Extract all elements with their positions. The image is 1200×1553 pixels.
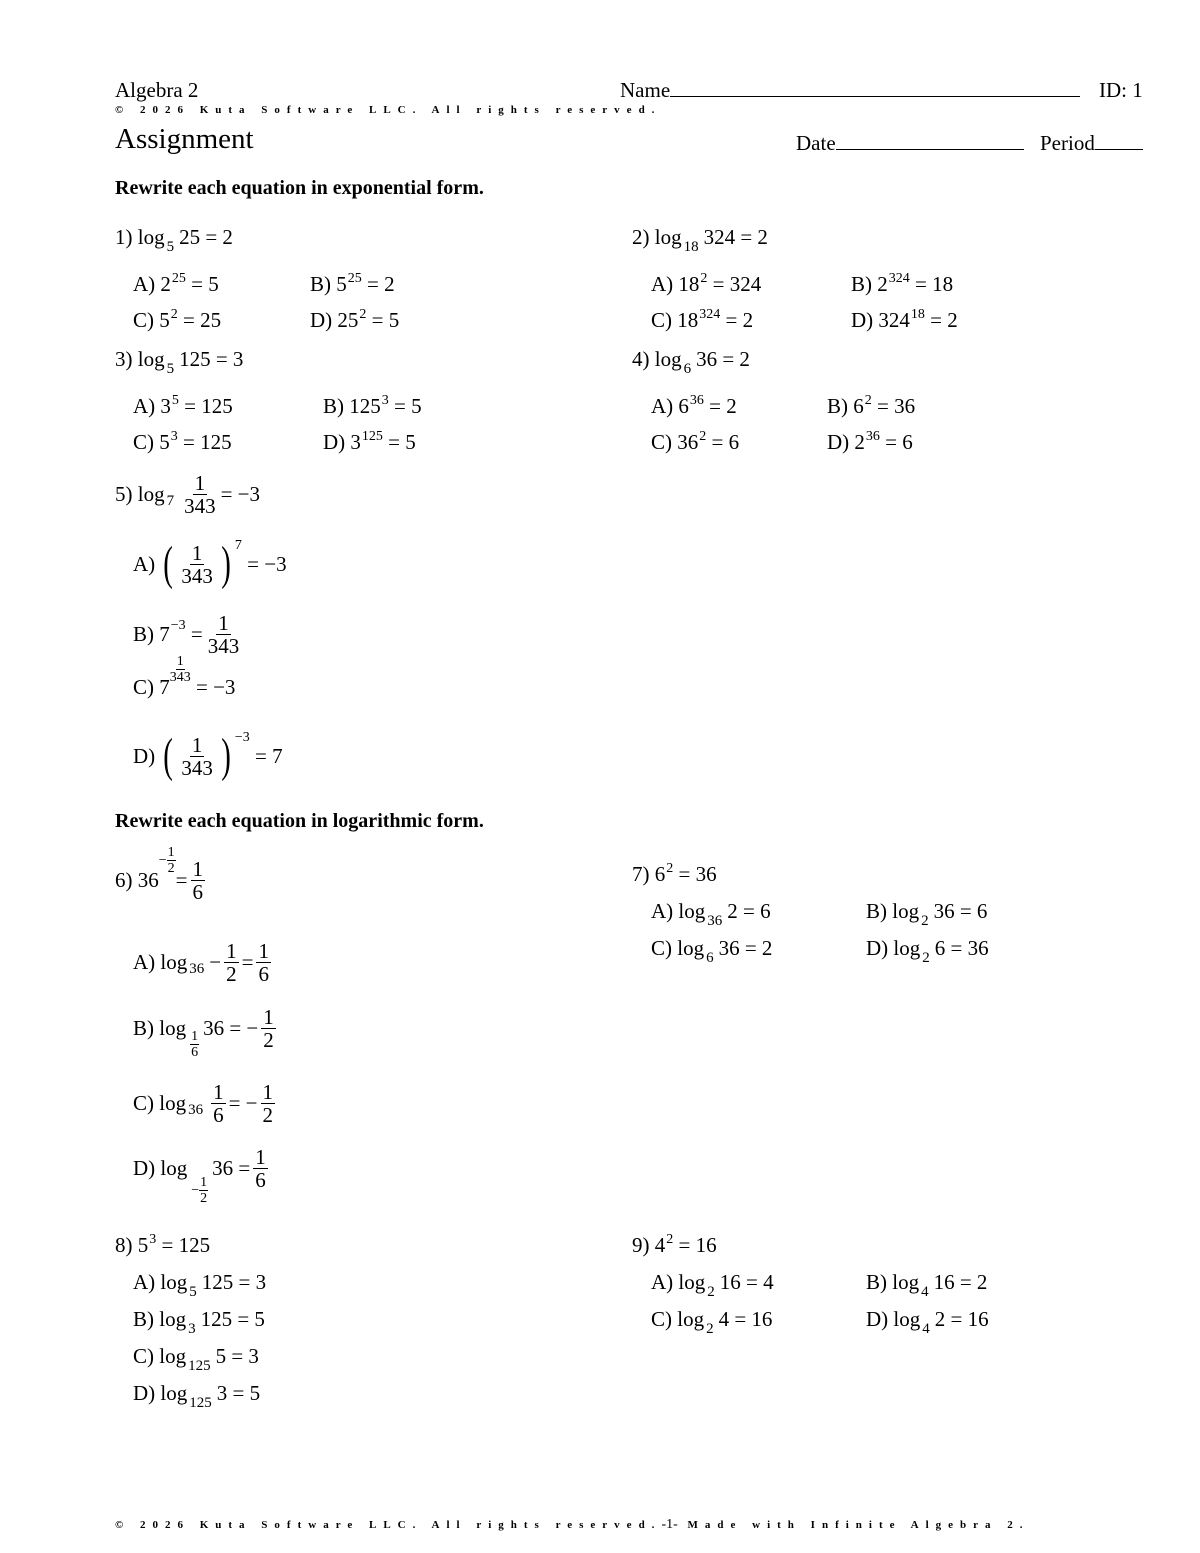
footer-made-with: Made with Infinite Algebra 2. xyxy=(687,1519,1030,1531)
question-5 xyxy=(115,472,260,517)
choice-label: D) xyxy=(310,308,333,332)
log-text: log xyxy=(654,225,682,249)
log-text: log xyxy=(137,482,165,506)
choice-label: C) xyxy=(651,1307,672,1331)
choice-label: C) xyxy=(133,308,154,332)
date-line xyxy=(836,131,1024,150)
log-arg: 25 xyxy=(179,225,201,249)
choice-label: D) xyxy=(133,743,156,768)
answer-5b[interactable]: B) 7 −3 = $\frac{1}{343}$ xyxy=(133,611,240,658)
question-6: 6) 36 − $\frac{1}{2}$ = $\frac{1}{6}$ xyxy=(115,845,203,904)
choice-label: C) xyxy=(133,430,154,454)
question-number: 7) xyxy=(632,862,650,886)
equation-rhs: = −3 xyxy=(220,482,261,506)
question-number: 9) xyxy=(632,1233,650,1257)
choice-label: B) xyxy=(133,1307,154,1331)
answer-5a[interactable]: A) ( $\frac{1}{343}$ ) 7 = −3 xyxy=(133,537,287,590)
choice-label: C) xyxy=(651,430,672,454)
header-copyright: © 2026 Kuta Software LLC. All rights reserved. xyxy=(115,104,662,116)
choice-label: D) xyxy=(133,1156,156,1180)
choice-label: C) xyxy=(651,308,672,332)
question-number: 3) xyxy=(115,347,133,371)
answer-3b[interactable]: B) $125^3 = 5$ xyxy=(323,393,422,418)
log-base: 6 xyxy=(683,361,692,377)
choice-label: A) xyxy=(651,899,674,923)
answer-9b[interactable]: B) log $_4$ 16 = 2 xyxy=(866,1270,988,1300)
choice-label: B) xyxy=(323,394,344,418)
choice-label: D) xyxy=(827,430,850,454)
log-arg: 36 xyxy=(696,347,718,371)
date-label: Date xyxy=(796,131,836,155)
period-line xyxy=(1095,131,1143,150)
course-label: Algebra 2 xyxy=(115,78,199,102)
choice-label: B) xyxy=(866,899,887,923)
answer-7c[interactable]: C) log $_6$ 36 = 2 xyxy=(651,936,773,966)
answer-1a[interactable]: A) $2^{25} = 5$ xyxy=(133,271,219,296)
answer-3c[interactable]: C) $5^3 = 125$ xyxy=(133,429,232,454)
choice-label: D) xyxy=(133,1381,156,1405)
question-number: 8) xyxy=(115,1233,133,1257)
choice-label: A) xyxy=(133,272,156,296)
choice-label: A) xyxy=(651,272,674,296)
id-label: ID: 1 xyxy=(1099,78,1143,102)
date-field[interactable] xyxy=(796,131,1024,156)
choice-label: A) xyxy=(651,394,674,418)
answer-9c[interactable]: C) log $_2$ 4 = 16 xyxy=(651,1307,773,1337)
answer-9a[interactable]: A) log $_2$ 16 = 4 xyxy=(651,1270,774,1300)
choice-label: D) xyxy=(323,430,346,454)
answer-8c[interactable]: C) log $_{125}$ 5 = 3 xyxy=(133,1344,259,1374)
choice-label: A) xyxy=(133,551,156,576)
answer-6c[interactable]: C) log 36 $\frac{1}{6}$ = − $\frac{1}{2}$ xyxy=(133,1080,274,1127)
answer-5d[interactable]: D) ( $\frac{1}{343}$ ) −3 = 7 xyxy=(133,729,283,782)
question-number: 6) xyxy=(115,868,133,892)
question-number: 1) xyxy=(115,225,133,249)
answer-6d[interactable]: D) log − $\frac{1}{2}$ 36 = $\frac{1}{6}$ xyxy=(133,1145,266,1206)
equation-rhs: = 3 xyxy=(215,347,244,371)
question-number: 4) xyxy=(632,347,650,371)
footer-copyright: © 2026 Kuta Software LLC. All rights reserved.-1- Made with Infinite Algebra 2. xyxy=(115,1517,1030,1532)
log-base: 18 xyxy=(683,239,699,255)
log-text: log xyxy=(137,347,165,371)
question-4 xyxy=(632,347,750,377)
choice-label: D) xyxy=(866,1307,889,1331)
question-3 xyxy=(115,347,244,377)
choice-label: B) xyxy=(133,622,154,646)
answer-2d[interactable]: D) $324^{18} = 2$ xyxy=(851,307,958,332)
page-title: Assignment xyxy=(115,123,254,155)
fraction: $\frac{1}{343}$ xyxy=(184,471,216,518)
section-instruction-exponential: Rewrite each equation in exponential form. xyxy=(115,177,484,199)
choice-label: C) xyxy=(133,1091,154,1115)
period-field[interactable] xyxy=(1040,131,1143,156)
answer-6b[interactable]: B) log 1 6 36 = − $\frac{1}{2}$ xyxy=(133,1005,274,1060)
answer-3a[interactable]: A) $3^5 = 125$ xyxy=(133,393,233,418)
choice-label: C) xyxy=(133,675,154,699)
question-9: 9) $4^2 = 16$ xyxy=(632,1232,717,1257)
choice-label: B) xyxy=(851,272,872,296)
answer-2c[interactable]: C) $18^{324} = 2$ xyxy=(651,307,754,332)
question-1 xyxy=(115,225,233,255)
equation-rhs: = 2 xyxy=(722,347,750,371)
log-base: 7 xyxy=(166,493,175,509)
answer-4b[interactable]: B) $6^2 = 36$ xyxy=(827,393,916,418)
choice-label: A) xyxy=(133,950,156,974)
answer-1d[interactable]: D) $25^2 = 5$ xyxy=(310,307,400,332)
equation-rhs: = 2 xyxy=(205,225,233,249)
question-2 xyxy=(632,225,768,255)
name-label: Name xyxy=(620,78,671,102)
page-number: -1- xyxy=(661,1517,678,1532)
answer-3d[interactable]: D) $3^{125} = 5$ xyxy=(323,429,416,454)
choice-label: B) xyxy=(310,272,331,296)
answer-2b[interactable]: B) $2^{324} = 18$ xyxy=(851,271,954,296)
answer-1c[interactable]: C) $5^2 = 25$ xyxy=(133,307,222,332)
answer-4d[interactable]: D) $2^{36} = 6$ xyxy=(827,429,913,454)
answer-5c[interactable]: C) 7 $\frac{1}{343}$ = −3 xyxy=(133,654,236,699)
answer-9d[interactable]: D) log $_4$ 2 = 16 xyxy=(866,1307,989,1337)
choice-label: A) xyxy=(133,1270,156,1294)
answer-7a[interactable]: A) log $_{36}$ 2 = 6 xyxy=(651,899,771,929)
log-arg: 125 xyxy=(179,347,211,371)
question-number: 5) xyxy=(115,482,133,506)
log-base: 5 xyxy=(166,361,175,377)
choice-label: C) xyxy=(133,1344,154,1368)
log-text: log xyxy=(137,225,165,249)
log-arg: 324 xyxy=(703,225,736,249)
choice-label: D) xyxy=(866,936,889,960)
answer-8d[interactable]: D) log $_{125}$ 3 = 5 xyxy=(133,1381,261,1411)
equation-rhs: = 2 xyxy=(740,225,768,249)
question-8: 8) $5^3 = 125$ xyxy=(115,1232,211,1257)
answer-1b[interactable]: B) $5^{25} = 2$ xyxy=(310,271,395,296)
answer-2a[interactable]: A) $18^2 = 324$ xyxy=(651,271,762,296)
name-field[interactable] xyxy=(620,78,1080,103)
choice-label: D) xyxy=(851,308,874,332)
answer-7d[interactable]: D) log $_2$ 6 = 36 xyxy=(866,936,989,966)
answer-6a[interactable]: A) log 36 − $\frac{1}{2}$ = $\frac{1}{6}$ xyxy=(133,939,269,986)
answer-4a[interactable]: A) $6^{36} = 2$ xyxy=(651,393,737,418)
choice-label: A) xyxy=(651,1270,674,1294)
choice-label: B) xyxy=(827,394,848,418)
log-text: log xyxy=(654,347,682,371)
choice-label: A) xyxy=(133,394,156,418)
choice-label: C) xyxy=(651,936,672,960)
section-instruction-logarithmic: Rewrite each equation in logarithmic form. xyxy=(115,810,484,832)
answer-4c[interactable]: C) $36^2 = 6$ xyxy=(651,429,740,454)
question-number: 2) xyxy=(632,225,650,249)
answer-8a[interactable]: A) log $_5$ 125 = 3 xyxy=(133,1270,267,1300)
question-7: 7) $6^2 = 36$ xyxy=(632,861,717,886)
answer-8b[interactable]: B) log $_3$ 125 = 5 xyxy=(133,1307,265,1337)
answer-7b[interactable]: B) log $_2$ 36 = 6 xyxy=(866,899,988,929)
name-line xyxy=(670,78,1080,97)
period-label: Period xyxy=(1040,131,1095,155)
log-base: 5 xyxy=(166,239,175,255)
choice-label: B) xyxy=(866,1270,887,1294)
choice-label: B) xyxy=(133,1016,154,1040)
